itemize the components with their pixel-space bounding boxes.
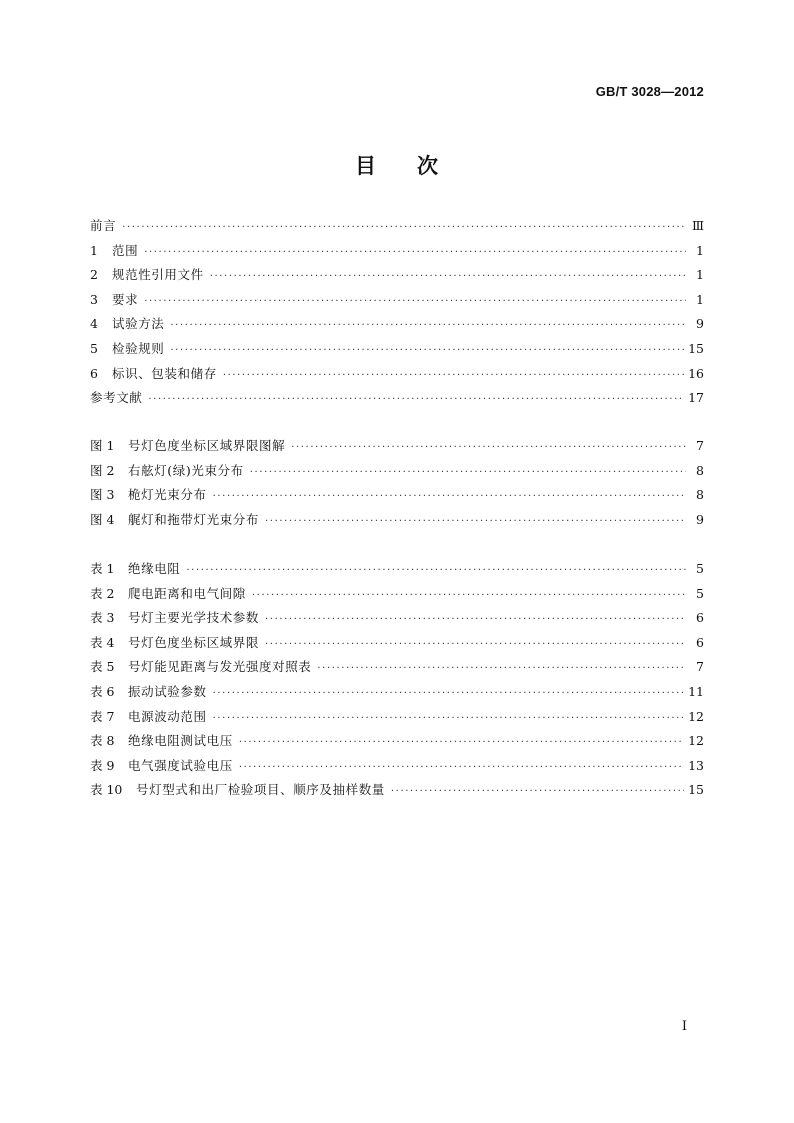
toc-entry-number: 表 6 [90,683,115,699]
toc-entry-number: 表 3 [90,610,115,626]
toc-entry-number: 图 4 [90,511,115,527]
toc-entry-label: 电气强度试验电压 [128,757,233,773]
toc-entry-scope[interactable] [90,239,704,264]
toc-entry-number: 表 7 [90,708,115,724]
toc-table-entry[interactable] [90,754,704,779]
toc-entry-page: 5 [696,561,704,576]
toc-table-entry[interactable] [90,582,704,607]
leader-dots [144,241,686,266]
toc-entry-label: 号灯色度坐标区域界限图解 [128,438,286,453]
toc-entry-number: 表 4 [90,634,115,650]
toc-entry-label: 检验规则 [112,340,165,356]
toc-entry-number: 图 2 [90,462,115,478]
toc-entry-label: 桅灯光束分布 [128,487,207,503]
toc-entry-label: 参考文献 [90,390,143,406]
toc-entry-label: 右舷灯(绿)光束分布 [128,462,244,478]
toc-entry-number: 表 8 [90,733,115,749]
toc-entry-page: 16 [688,365,704,381]
toc-entry-label: 试验方法 [112,316,165,332]
leader-dots [265,510,686,535]
toc-entry-marking-packaging-storage[interactable] [90,362,704,387]
leader-dots [148,388,684,413]
toc-entry-page: 7 [696,659,704,675]
toc-entry-requirements[interactable] [90,288,704,313]
page-title [0,150,794,180]
leader-dots [391,780,684,805]
toc-entry-number: 图 1 [90,438,115,453]
toc-figure-entry[interactable] [90,459,704,484]
leader-dots [265,633,686,658]
toc-entry-page: 7 [696,438,704,453]
toc-entry-label: 号灯型式和出厂检验项目、顺序及抽样数量 [136,782,385,798]
toc-table-entry[interactable] [90,729,704,754]
toc-entry-label: 电源波动范围 [128,708,207,724]
toc-entry-page: 5 [696,585,704,601]
leader-dots [213,485,686,510]
toc-entry-page: 8 [696,487,704,503]
toc-entry-page: 1 [696,267,704,283]
toc-entry-label: 规范性引用文件 [112,267,204,283]
toc-figure-entry[interactable] [90,508,704,533]
toc-entry-number: 3 [90,291,98,307]
toc-entry-number: 图 3 [90,487,115,503]
toc-entry-page: 8 [696,462,704,478]
toc-entry-page: 13 [688,757,704,773]
title-char-2: 次 [417,154,439,178]
toc-entry-bibliography[interactable] [90,386,704,411]
toc-table-entry[interactable] [90,557,704,582]
toc-entry-label: 号灯能见距离与发光强度对照表 [128,659,312,675]
toc-entry-page: 15 [688,340,704,356]
toc-entry-page: 1 [696,291,704,307]
toc-entry-inspection-rules[interactable] [90,337,704,362]
toc-entry-number: 2 [90,267,98,283]
toc-entry-page: 15 [688,782,704,798]
toc-entry-number: 表 1 [90,561,115,576]
leader-dots [213,682,684,707]
toc-entry-label: 艉灯和拖带灯光束分布 [128,511,260,527]
toc-entry-normative-references[interactable] [90,263,704,288]
toc-entry-page: 17 [688,390,704,406]
toc-entry-label: 标识、包装和储存 [112,365,217,381]
page-number: I [681,1019,687,1034]
toc-entry-page: 9 [696,316,704,332]
toc-entry-number: 表 9 [90,757,115,773]
toc-entry-label: 号灯主要光学技术参数 [128,610,260,626]
toc-tables-section [90,557,704,803]
leader-dots [144,290,686,315]
leader-dots [122,216,686,241]
leader-dots [239,756,684,781]
toc-table-entry[interactable] [90,606,704,631]
toc-figures-section [90,434,704,532]
toc-table-entry[interactable] [90,655,704,680]
toc-entry-label: 绝缘电阻 [128,561,181,576]
toc-entry-number: 6 [90,365,98,381]
title-char-1: 目 [355,154,377,178]
leader-dots [210,265,686,290]
toc-figure-entry[interactable] [90,483,704,508]
toc-main-section [90,214,704,411]
leader-dots [317,657,686,682]
toc-entry-number: 1 [90,242,98,258]
toc-entry-page: 9 [696,511,704,527]
toc-entry-number: 表 5 [90,659,115,675]
toc-entry-label: 号灯色度坐标区域界限 [128,634,260,650]
toc-entry-number: 表 2 [90,585,115,601]
toc-entry-number: 4 [90,316,98,332]
leader-dots [252,584,686,609]
leader-dots [239,731,684,756]
toc-entry-number: 5 [90,340,98,356]
toc-entry-label: 振动试验参数 [128,683,207,699]
toc-entry-number: 表 10 [90,782,123,798]
toc-entry-page: 6 [696,610,704,626]
toc-entry-test-methods[interactable] [90,312,704,337]
toc-entry-page: 6 [696,634,704,650]
leader-dots [213,707,684,732]
toc-entry-label: 绝缘电阻测试电压 [128,733,233,749]
toc-table-entry[interactable] [90,631,704,656]
toc-table-entry[interactable] [90,680,704,705]
leader-dots [170,314,686,339]
toc-entry-label: 前言 [90,218,117,233]
leader-dots [223,364,684,389]
toc-entry-page: 12 [688,733,704,749]
leader-dots [186,559,686,584]
toc-entry-page: Ⅲ [691,218,704,233]
toc-entry-page: 11 [688,683,704,699]
toc-figure-entry[interactable] [90,434,704,459]
leader-dots [265,608,686,633]
toc-table-entry[interactable] [90,778,704,803]
toc-entry-label: 要求 [112,291,139,307]
toc-table-entry[interactable] [90,705,704,730]
toc-entry-label: 爬电距离和电气间隙 [128,585,246,601]
standard-number: GB/T 3028—2012 [595,84,704,99]
leader-dots [291,436,686,461]
toc-entry-foreword[interactable] [90,214,704,239]
toc-entry-page: 1 [696,242,704,258]
leader-dots [170,339,684,364]
toc-entry-label: 范围 [112,242,139,258]
leader-dots [250,461,686,486]
toc-entry-page: 12 [688,708,704,724]
